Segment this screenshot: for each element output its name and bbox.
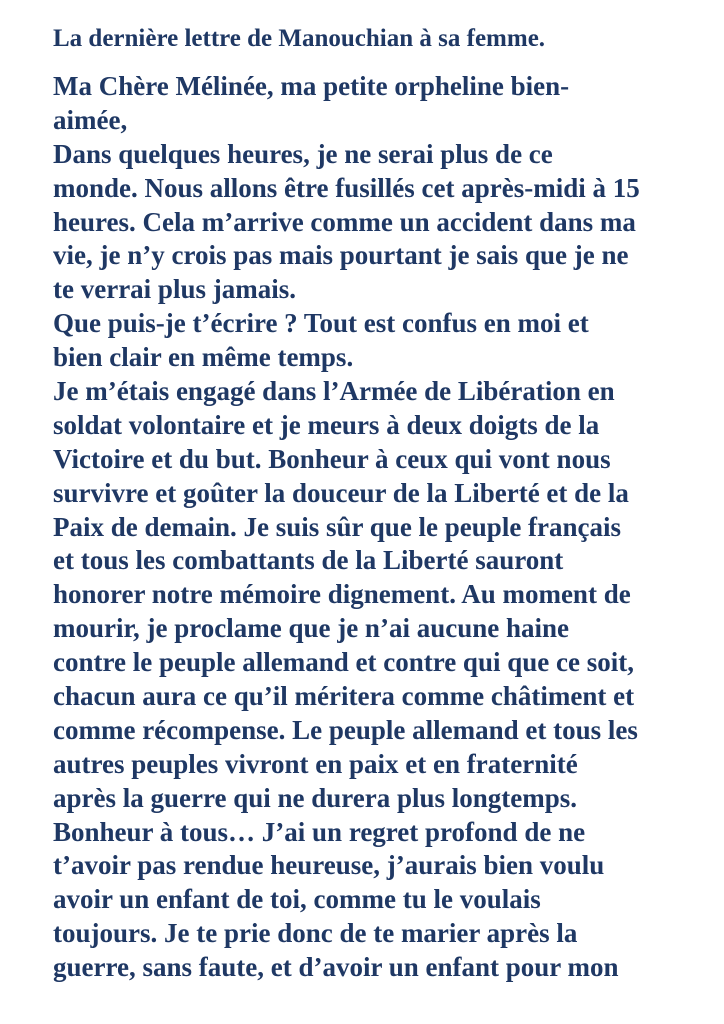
letter-line: Bonheur à tous… J’ai un regret profond de ne bbox=[53, 816, 586, 847]
letter-line: te verrai plus jamais. bbox=[53, 274, 296, 305]
letter-line: t’avoir pas rendue heureuse, j’aurais bien voulu bbox=[53, 850, 605, 881]
letter-line: aimée, bbox=[53, 104, 128, 135]
letter-line: Dans quelques heures, je ne serai plus de ce bbox=[53, 138, 553, 169]
letter-body bbox=[53, 70, 724, 985]
letter-line: Victoire et du but. Bonheur à ceux qui vont nous bbox=[53, 443, 611, 474]
document-title: La dernière lettre de Manouchian à sa femme. bbox=[53, 25, 546, 52]
letter-line: honorer notre mémoire dignement. Au moment de bbox=[53, 579, 631, 610]
letter-line: et tous les combattants de la Liberté sauront bbox=[53, 545, 564, 576]
letter-line: guerre, sans faute, et d’avoir un enfant pour mon bbox=[53, 952, 619, 983]
letter-line: toujours. Je te prie donc de te marier après la bbox=[53, 918, 578, 949]
letter-line: Que puis-je t’écrire ? Tout est confus en moi et bbox=[53, 308, 589, 339]
letter-line: Paix de demain. Je suis sûr que le peuple français bbox=[53, 511, 622, 542]
letter-line: mourir, je proclame que je n’ai aucune haine bbox=[53, 613, 569, 644]
letter-line: bien clair en même temps. bbox=[53, 342, 354, 373]
letter-line: contre le peuple allemand et contre qui que ce soit, bbox=[53, 647, 634, 678]
letter-line: autres peuples vivront en paix et en fraternité bbox=[53, 748, 578, 779]
letter-line: heures. Cela m’arrive comme un accident dans ma bbox=[53, 206, 636, 237]
letter-line: avoir un enfant de toi, comme tu le voulais bbox=[53, 884, 541, 915]
letter-line: Ma Chère Mélinée, ma petite orpheline bien- bbox=[53, 71, 570, 101]
letter-line: comme récompense. Le peuple allemand et tous les bbox=[53, 714, 638, 745]
letter-line: chacun aura ce qu’il méritera comme châtiment et bbox=[53, 681, 635, 712]
letter-line: vie, je n’y crois pas mais pourtant je sais que je ne bbox=[53, 240, 629, 271]
letter-line: soldat volontaire et je meurs à deux doigts de la bbox=[53, 409, 600, 440]
letter-line: monde. Nous allons être fusillés cet après-midi à 15 bbox=[53, 172, 640, 203]
letter-line: après la guerre qui ne durera plus longtemps. bbox=[53, 782, 578, 813]
letter-line: Je m’étais engagé dans l’Armée de Libération en bbox=[53, 376, 615, 407]
letter-line: survivre et goûter la douceur de la Liberté et de la bbox=[53, 477, 629, 508]
